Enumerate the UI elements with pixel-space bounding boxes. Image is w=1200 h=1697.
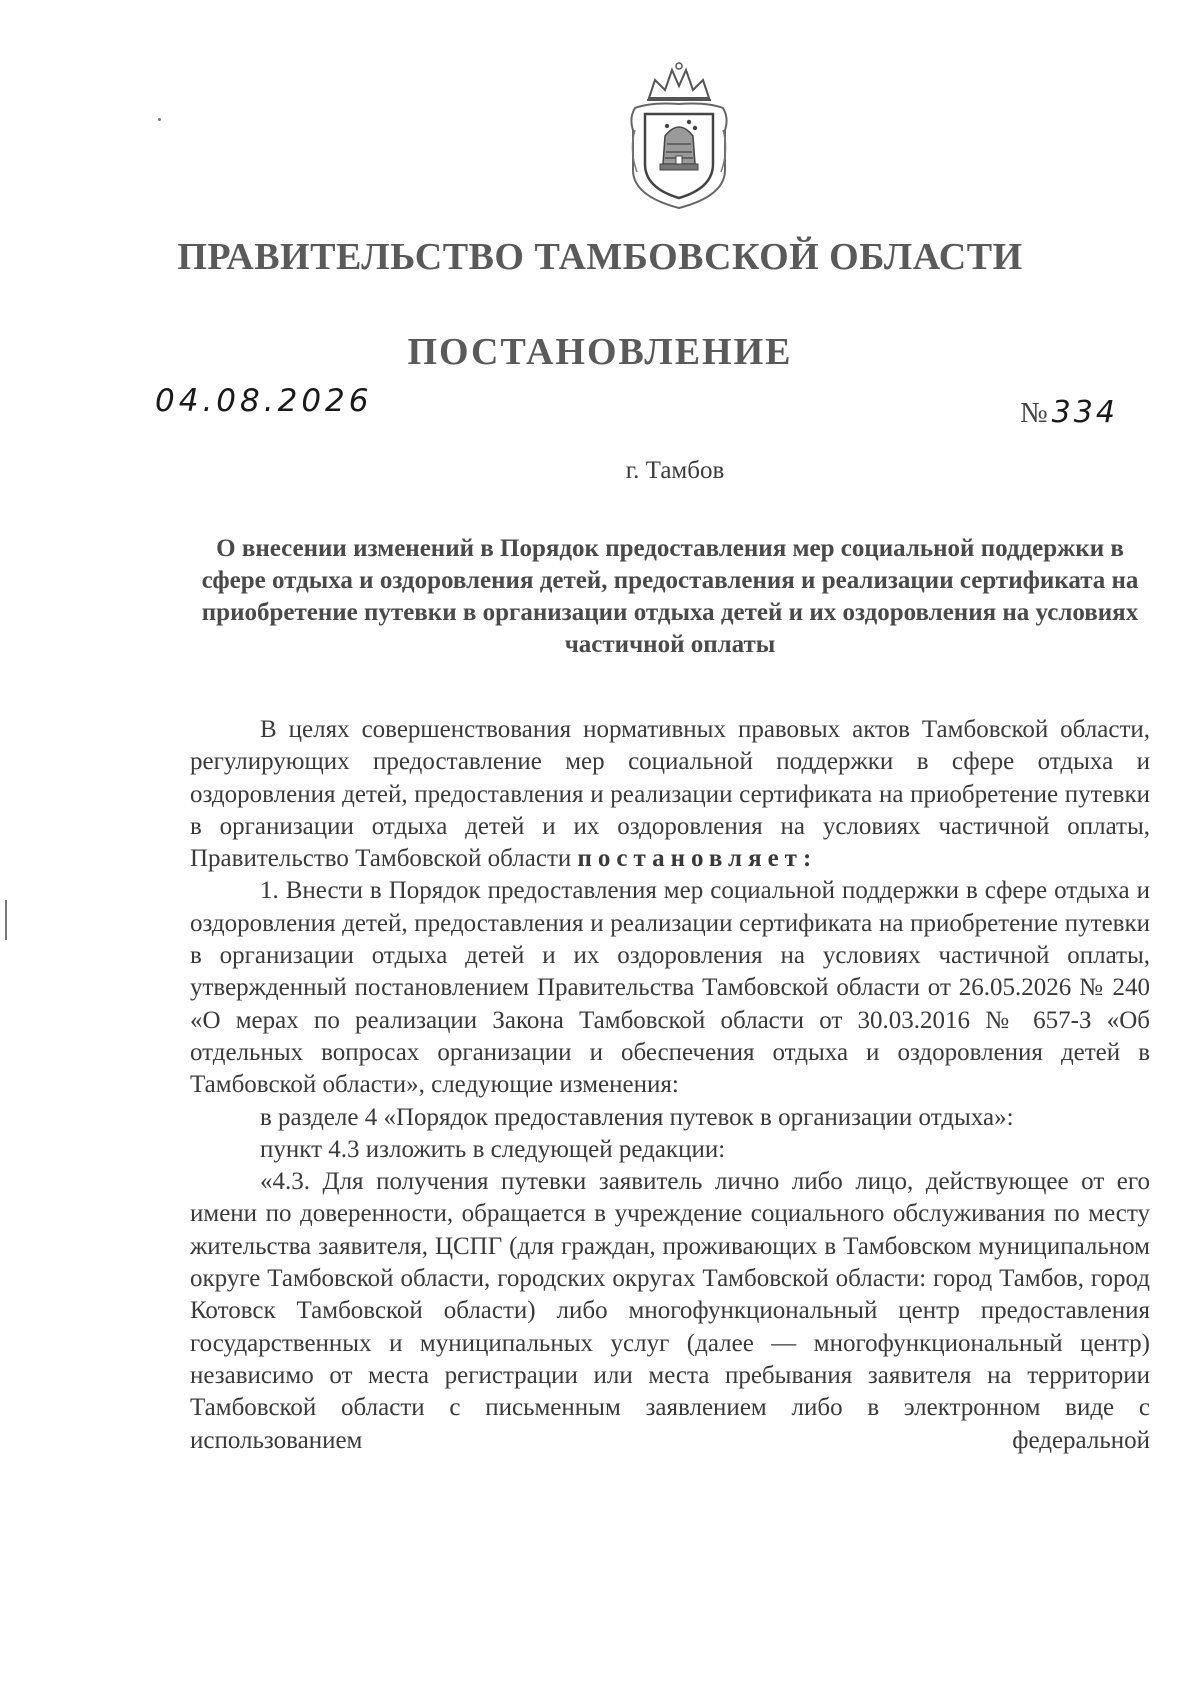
document-date: 04.08.2026	[155, 383, 373, 419]
clause-paragraph: пункт 4.3 изложить в следующей редакции:	[260, 1135, 726, 1163]
section-paragraph: в разделе 4 «Порядок предоставления путевок в организации отдыха»:	[260, 1103, 1014, 1131]
document-body	[190, 714, 1150, 1457]
document-number	[1020, 395, 1118, 430]
number-label: №	[1020, 397, 1048, 429]
number-value: 334	[1051, 395, 1118, 430]
preamble-paragraph	[190, 714, 1150, 875]
scan-edge-mark	[5, 900, 7, 940]
document-subject: О внесении изменений в Порядок предоставления мер социальной поддержки в сфере отдыха и оздоровления детей, предоставления и реализации сертификата на приобретение путевки в организации отдыха детей и их оздоровления на условиях частичной оплаты	[201, 535, 1139, 658]
organization-title: ПРАВИТЕЛЬСТВО ТАМБОВСКОЙ ОБЛАСТИ	[177, 236, 1023, 278]
preamble-text: В целях совершенствования нормативных правовых актов Тамбовской области, регулирующих предоставление мер социальной поддержки в сфере отдыха и оздоровления детей, предоставления и реализации сертификата на приобретение путевки в организации отдыха детей и их оздоровления на условиях частичной оплаты, Правительство Тамбовской области	[190, 716, 1150, 873]
scan-speck	[158, 118, 161, 121]
tambov-coat-of-arms-icon	[627, 58, 732, 210]
city: г. Тамбов	[625, 457, 725, 484]
resolves-word: постановляет:	[577, 845, 818, 873]
item-1-paragraph: 1. Внести в Порядок предоставления мер социальной поддержки в сфере отдыха и оздоровления детей, предоставления и реализации сертификата на приобретение путевки в организации отдыха детей и их оздоровления на условиях частичной оплаты, утвержденный постановлением Правительства Тамбовской области от 26.05.2026 № 240 «О мерах по реализации Закона Тамбовской области от 30.03.2016 № 657-З «Об отдельных вопросах организации и обеспечения отдыха и оздоровления детей в Тамбовской области», следующие изменения:	[190, 877, 1150, 1099]
quote-paragraph: «4.3. Для получения путевки заявитель лично либо лицо, действующее от его имени по доверенности, обращается в учреждение социального обслуживания по месту жительства заявителя, ЦСПГ (для граждан, проживающих в Тамбовском муниципальном округе Тамбовской области, городских округах Тамбовской области: город Тамбов, город Котовск Тамбовской области) либо многофункциональный центр предоставления государственных и муниципальных услуг (далее — многофункциональный центр) независимо от места регистрации или места пребывания заявителя на территории Тамбовской области с письменным заявлением либо в электронном виде с использованием федеральной	[190, 1168, 1150, 1454]
document-type: ПОСТАНОВЛЕНИЕ	[407, 331, 793, 373]
